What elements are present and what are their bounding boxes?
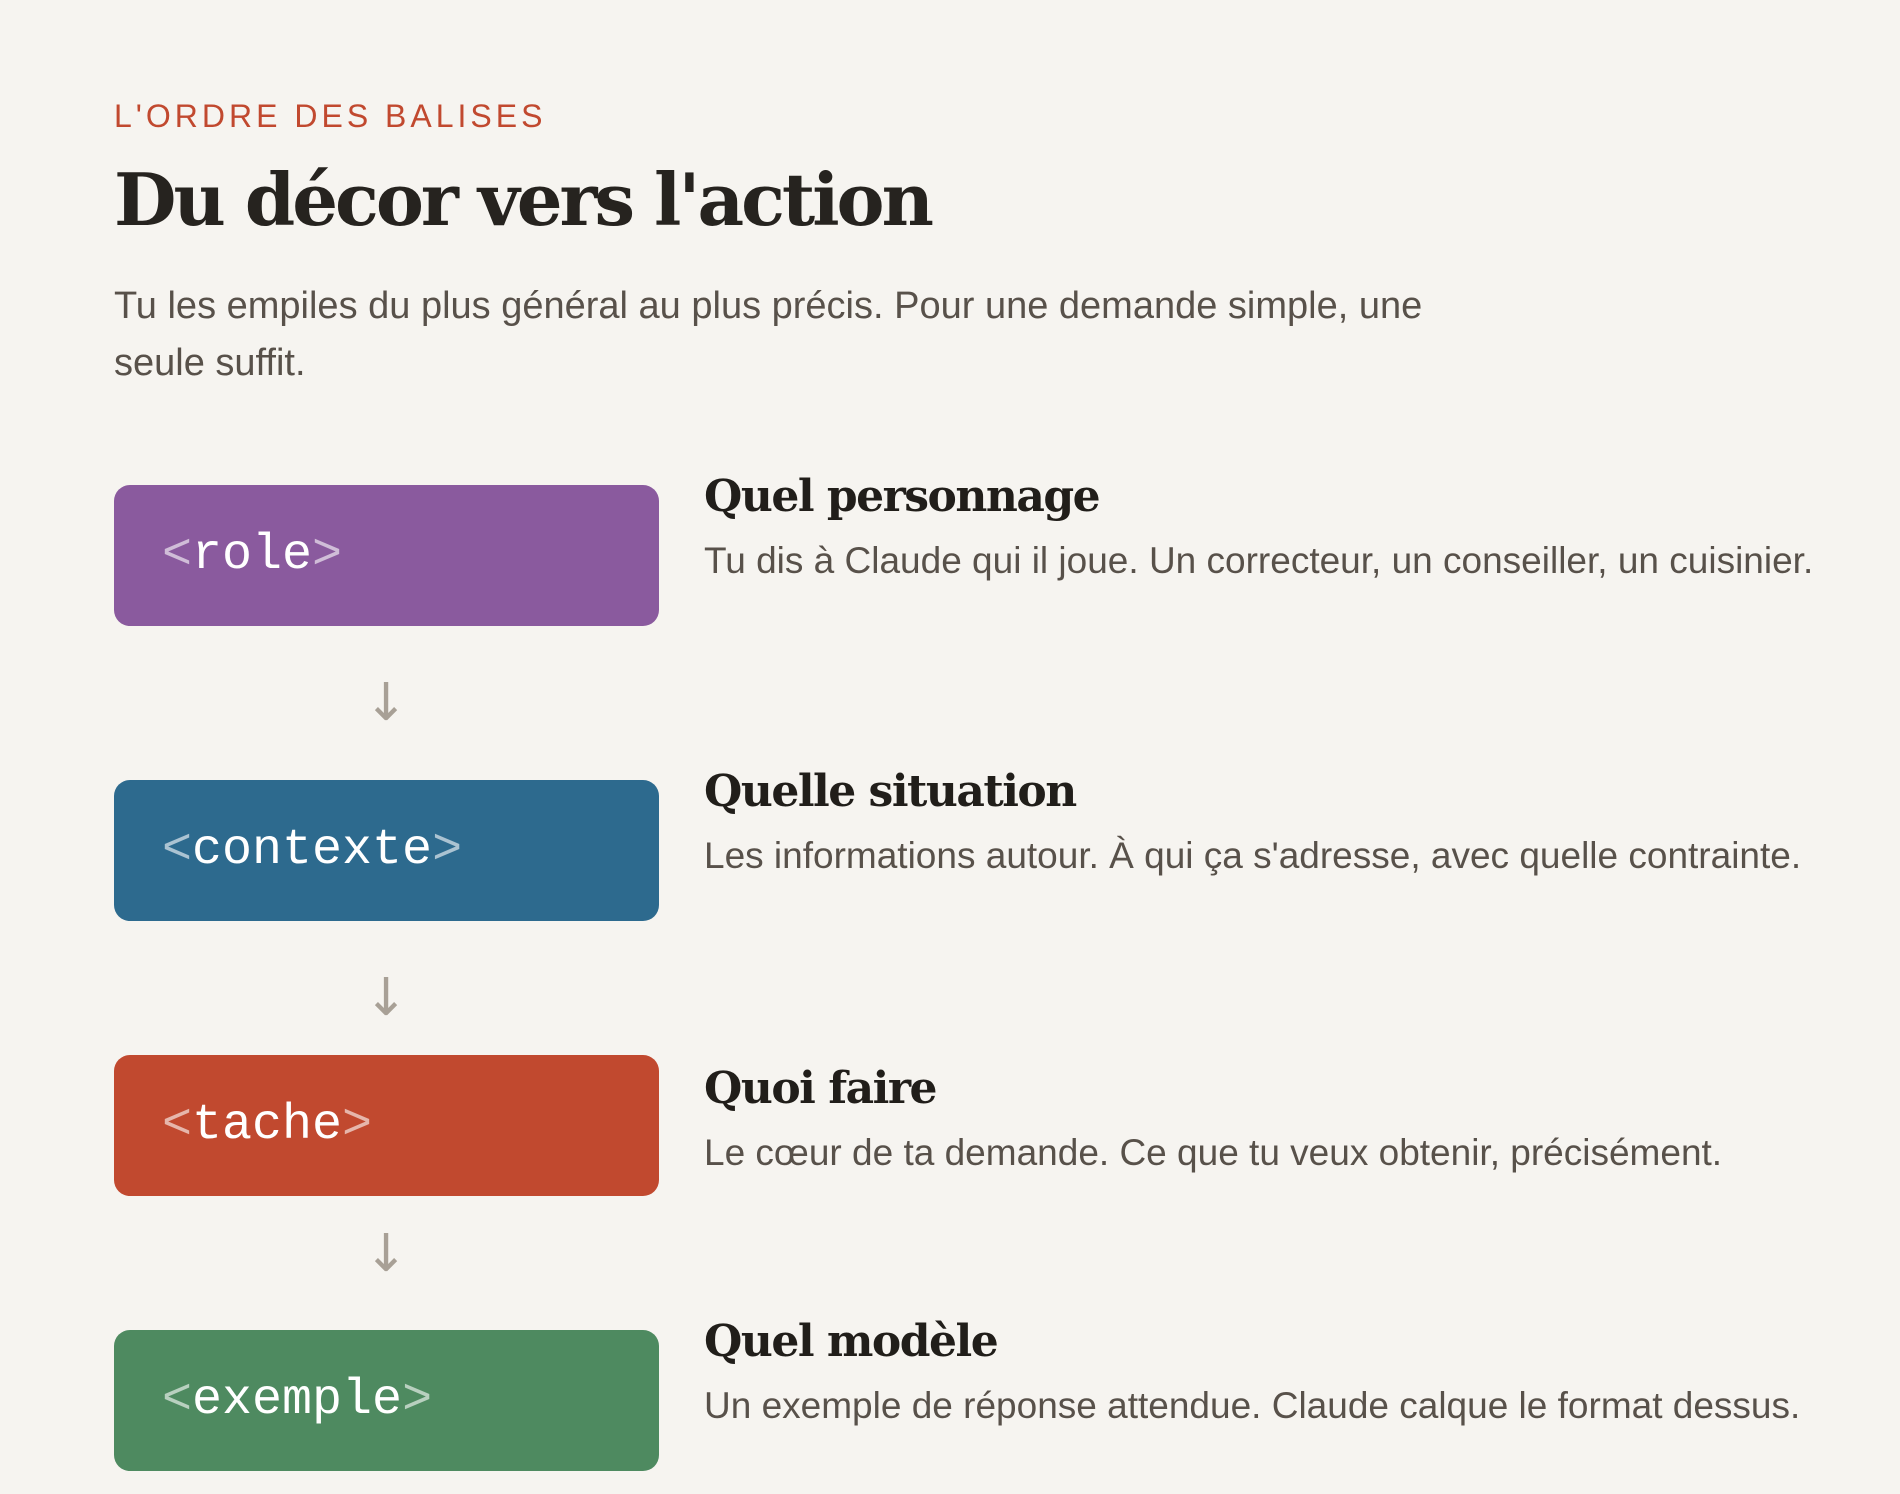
tag-badge-exemple — [114, 1330, 659, 1471]
intro-text: Tu les empiles du plus général au plus précis. Pour une demande simple, une seule suffit. — [114, 285, 1423, 384]
step-description — [704, 1063, 1900, 1179]
tag-open-bracket: < — [162, 1097, 193, 1154]
tag-name: tache — [192, 1097, 343, 1154]
section-eyebrow: L'ORDRE DES BALISES — [114, 98, 547, 134]
arrow-down-icon: ↓ — [364, 673, 408, 733]
step-heading: Quelle situation — [704, 766, 1076, 817]
arrow-down-icon: ↓ — [364, 1224, 408, 1284]
tag-badge-tache — [114, 1055, 659, 1196]
tag-badge-contexte — [114, 780, 659, 921]
tag-name: role — [192, 527, 313, 584]
tag-badge-role — [114, 485, 659, 626]
tag-name: contexte — [192, 822, 433, 879]
step-text: Tu dis à Claude qui il joue. Un correcteur, un conseiller, un cuisinier. — [704, 539, 1814, 581]
tag-close-bracket: > — [432, 822, 463, 879]
step-heading: Quel personnage — [704, 471, 1100, 522]
step-description — [704, 1316, 1900, 1432]
tag-close-bracket: > — [312, 527, 343, 584]
tag-close-bracket: > — [402, 1372, 433, 1429]
step-text: Le cœur de ta demande. Ce que tu veux obtenir, précisément. — [704, 1131, 1723, 1173]
arrow-down-icon: ↓ — [364, 968, 408, 1028]
step-text: Un exemple de réponse attendue. Claude calque le format dessus. — [704, 1384, 1801, 1426]
tag-open-bracket: < — [162, 527, 193, 584]
step-heading: Quel modèle — [704, 1316, 998, 1367]
step-heading: Quoi faire — [704, 1063, 937, 1114]
step-description — [704, 766, 1900, 882]
tag-open-bracket: < — [162, 822, 193, 879]
step-text: Les informations autour. À qui ça s'adresse, avec quelle contrainte. — [704, 834, 1802, 876]
step-description — [704, 471, 1900, 587]
page-title: Du décor vers l'action — [114, 157, 931, 242]
tag-open-bracket: < — [162, 1372, 193, 1429]
tag-name: exemple — [192, 1372, 403, 1429]
tag-close-bracket: > — [342, 1097, 373, 1154]
